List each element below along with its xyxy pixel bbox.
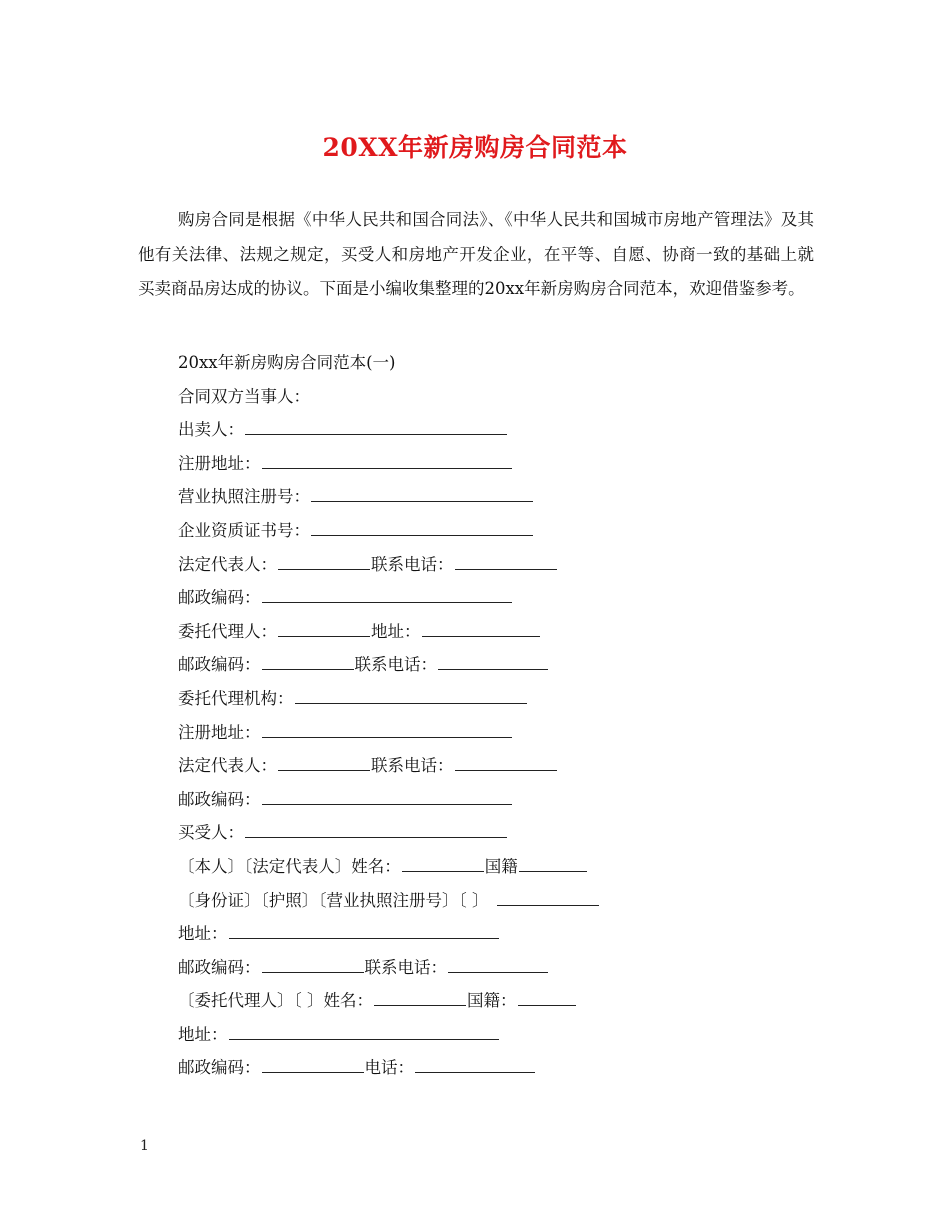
postal-blank[interactable] [262,653,354,670]
postal-blank[interactable] [262,956,364,973]
buyer-name-label: 〔本人〕〔法定代表人〕姓名： [178,856,401,876]
reg-address-label: 注册地址： [178,722,261,742]
postal-line [178,581,600,615]
postal-blank[interactable] [262,788,512,805]
qualification-blank[interactable] [311,519,533,536]
agency-label: 委托代理机构： [178,688,294,708]
seller-blank[interactable] [245,418,507,435]
agent-line [178,615,600,649]
id-number-blank[interactable] [497,889,599,906]
nationality-blank[interactable] [519,855,587,872]
seller-line [178,413,600,447]
section-heading: 20xx年新房购房合同范本(一) [178,353,396,372]
nationality-label: 国籍 [484,856,518,876]
page-number: 1 [140,1138,149,1154]
phone-blank[interactable] [455,754,557,771]
id-type-line [178,884,600,918]
agency-blank[interactable] [295,687,527,704]
address-blank[interactable] [229,1023,499,1040]
phone-label: 联系电话： [364,957,447,977]
phone-blank[interactable] [448,956,548,973]
address-line [178,917,600,951]
agent-address-label: 地址： [371,621,421,641]
phone-blank[interactable] [455,553,557,570]
postal-blank[interactable] [262,586,512,603]
nationality-label: 国籍： [467,991,517,1011]
buyer-agent-line [178,984,600,1018]
postal-label: 邮政编码： [178,1058,261,1078]
address-line [178,1018,600,1052]
reg-address-blank[interactable] [262,721,512,738]
license-blank[interactable] [311,485,533,502]
buyer-line [178,816,600,850]
buyer-agent-blank[interactable] [374,989,466,1006]
postal-label: 邮政编码： [178,789,261,809]
legal-rep-label: 法定代表人： [178,554,277,574]
parties-heading: 合同双方当事人： [178,386,310,406]
buyer-name-line [178,850,600,884]
legal-rep-label: 法定代表人： [178,756,277,776]
address-label: 地址： [178,1024,228,1044]
postal-phone-line [178,951,600,985]
postal-line [178,783,600,817]
postal-label: 邮政编码： [178,957,261,977]
buyer-agent-label: 〔委托代理人〕〔 〕姓名： [178,991,373,1011]
postal-phone-line [178,1051,600,1085]
legal-rep-line [178,548,600,582]
phone-label: 电话： [364,1058,414,1078]
phone-label: 联系电话： [354,655,437,675]
postal-blank[interactable] [262,1056,364,1073]
agent-blank[interactable] [278,620,370,637]
agent-address-blank[interactable] [422,620,540,637]
agency-line [178,682,600,716]
agent-label: 委托代理人： [178,621,277,641]
nationality-blank[interactable] [518,989,576,1006]
license-label: 营业执照注册号： [178,487,310,507]
buyer-label: 买受人： [178,823,244,843]
postal-label: 邮政编码： [178,588,261,608]
intro-paragraph: 购房合同是根据《中华人民共和国合同法》、《中华人民共和国城市房地产管理法》及其他有关法律、法规之规定，买受人和房地产开发企业，在平等、自愿、协商一致的基础上就买卖商品房达成的协议。下面是小编收集整理的20xx年新房购房合同范本，欢迎借鉴参考。 [138,210,814,298]
phone-blank[interactable] [415,1056,535,1073]
address-blank[interactable] [229,922,499,939]
legal-rep-line [178,749,600,783]
seller-label: 出卖人： [178,420,244,440]
qualification-line [178,514,600,548]
document-title: 20XX年新房购房合同范本 [322,133,628,162]
qualification-label: 企业资质证书号： [178,520,310,540]
reg-address-label: 注册地址： [178,453,261,473]
legal-rep-blank[interactable] [278,553,370,570]
contract-form [178,346,600,1085]
reg-address-line [178,447,600,481]
buyer-name-blank[interactable] [402,855,484,872]
phone-label: 联系电话： [371,554,454,574]
id-type-label: 〔身份证〕〔护照〕〔营业执照注册号〕〔 〕 [178,890,489,910]
address-label: 地址： [178,924,228,944]
postal-label: 邮政编码： [178,655,261,675]
buyer-blank[interactable] [245,821,507,838]
reg-address-blank[interactable] [262,452,512,469]
license-line [178,480,600,514]
reg-address-line [178,716,600,750]
legal-rep-blank[interactable] [278,754,370,771]
postal-phone-line [178,648,600,682]
phone-label: 联系电话： [371,756,454,776]
phone-blank[interactable] [438,653,548,670]
